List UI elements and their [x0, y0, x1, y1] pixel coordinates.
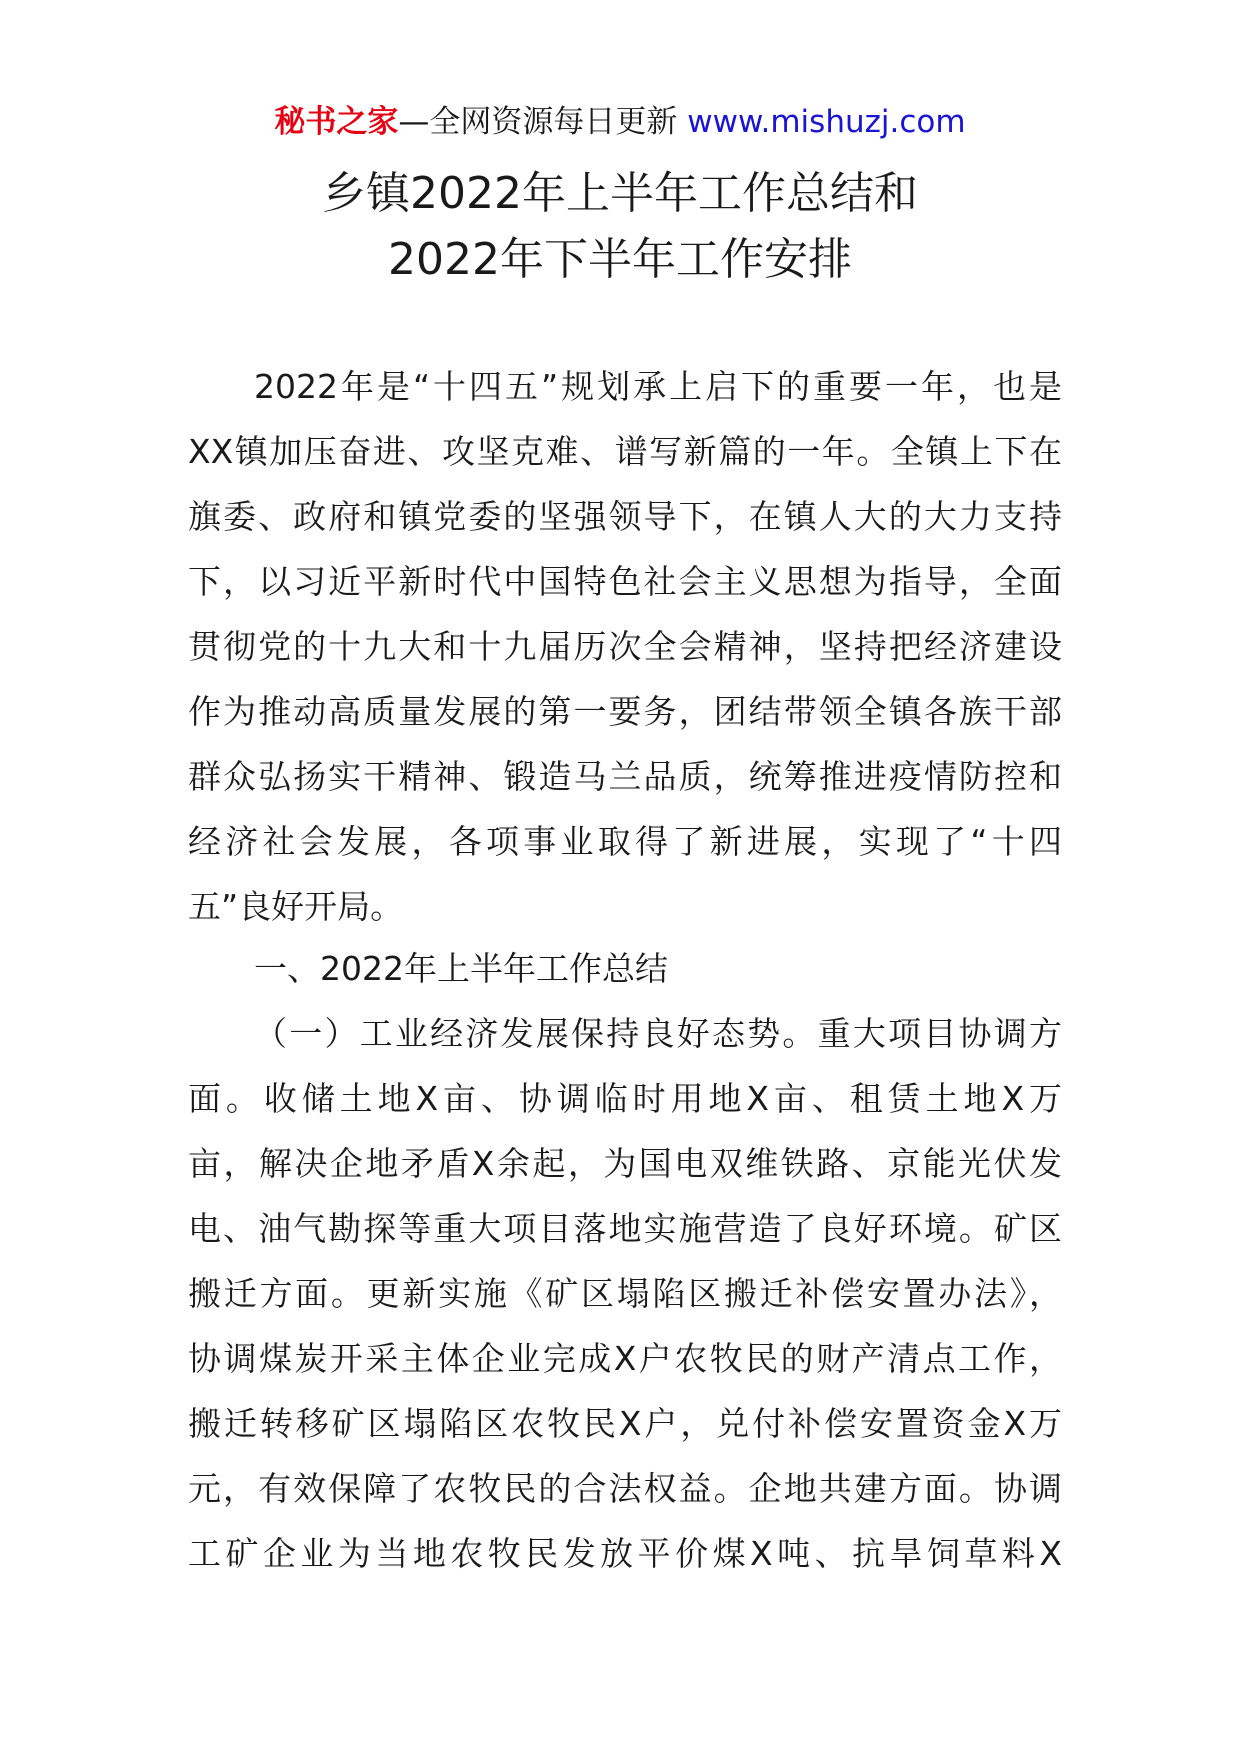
paragraph-line: 亩，解决企地矛盾X余起，为国电双维铁路、京能光伏发: [188, 1144, 1062, 1183]
brand-slogan: —全网资源每日更新: [398, 104, 678, 140]
paragraph-line: 搬迁转移矿区塌陷区农牧民X户，兑付补偿安置资金X万: [188, 1404, 1062, 1443]
paragraph-line: 经济社会发展，各项事业取得了新进展，实现了“十四: [188, 822, 1062, 861]
paragraph-line: 下，以习近平新时代中国特色社会主义思想为指导，全面: [188, 562, 1062, 601]
paragraph-line: 电、油气勘探等重大项目落地实施营造了良好环境。矿区: [188, 1209, 1062, 1248]
paragraph-line: 五”良好开局。: [188, 887, 404, 926]
paragraph-line: 贯彻党的十九大和十九届历次全会精神，坚持把经济建设: [188, 627, 1062, 666]
paragraph-industry: [188, 1001, 1062, 1586]
section-heading: [188, 936, 1062, 1001]
site-header: [0, 102, 1240, 142]
paragraph-line: 旗委、政府和镇党委的坚强领导下，在镇人大的大力支持: [188, 497, 1062, 536]
section-heading-text: 一、2022年上半年工作总结: [254, 949, 668, 988]
paragraph-line: 群众弘扬实干精神、锻造马兰品质，统筹推进疫情防控和: [188, 757, 1062, 796]
brand-name: 秘书之家: [274, 104, 399, 140]
paragraph-line: 作为推动高质量发展的第一要务，团结带领全镇各族干部: [188, 692, 1062, 731]
paragraph-line: XX镇加压奋进、攻坚克难、谱写新篇的一年。全镇上下在: [188, 432, 1062, 471]
paragraph-line: 面。收储土地X亩、协调临时用地X亩、租赁土地X万: [188, 1079, 1062, 1118]
paragraph-line: 元，有效保障了农牧民的合法权益。企地共建方面。协调: [188, 1469, 1062, 1508]
paragraph-line: 2022年是“十四五”规划承上启下的重要一年，也是: [254, 367, 1062, 406]
paragraph-intro: [188, 354, 1062, 939]
paragraph-line: （一）工业经济发展保持良好态势。重大项目协调方: [254, 1014, 1062, 1053]
paragraph-line: 协调煤炭开采主体企业完成X户农牧民的财产清点工作，: [188, 1339, 1062, 1378]
document-title-line-2: 2022年下半年工作安排: [388, 234, 852, 285]
site-url-link[interactable]: www.mishuzj.com: [687, 104, 966, 140]
document-title-line-1: 乡镇2022年上半年工作总结和: [322, 168, 918, 219]
paragraph-line: 工矿企业为当地农牧民发放平价煤X吨、抗旱饲草料X: [188, 1534, 1062, 1573]
paragraph-line: 搬迁方面。更新实施《矿区塌陷区搬迁补偿安置办法》，: [188, 1274, 1062, 1313]
